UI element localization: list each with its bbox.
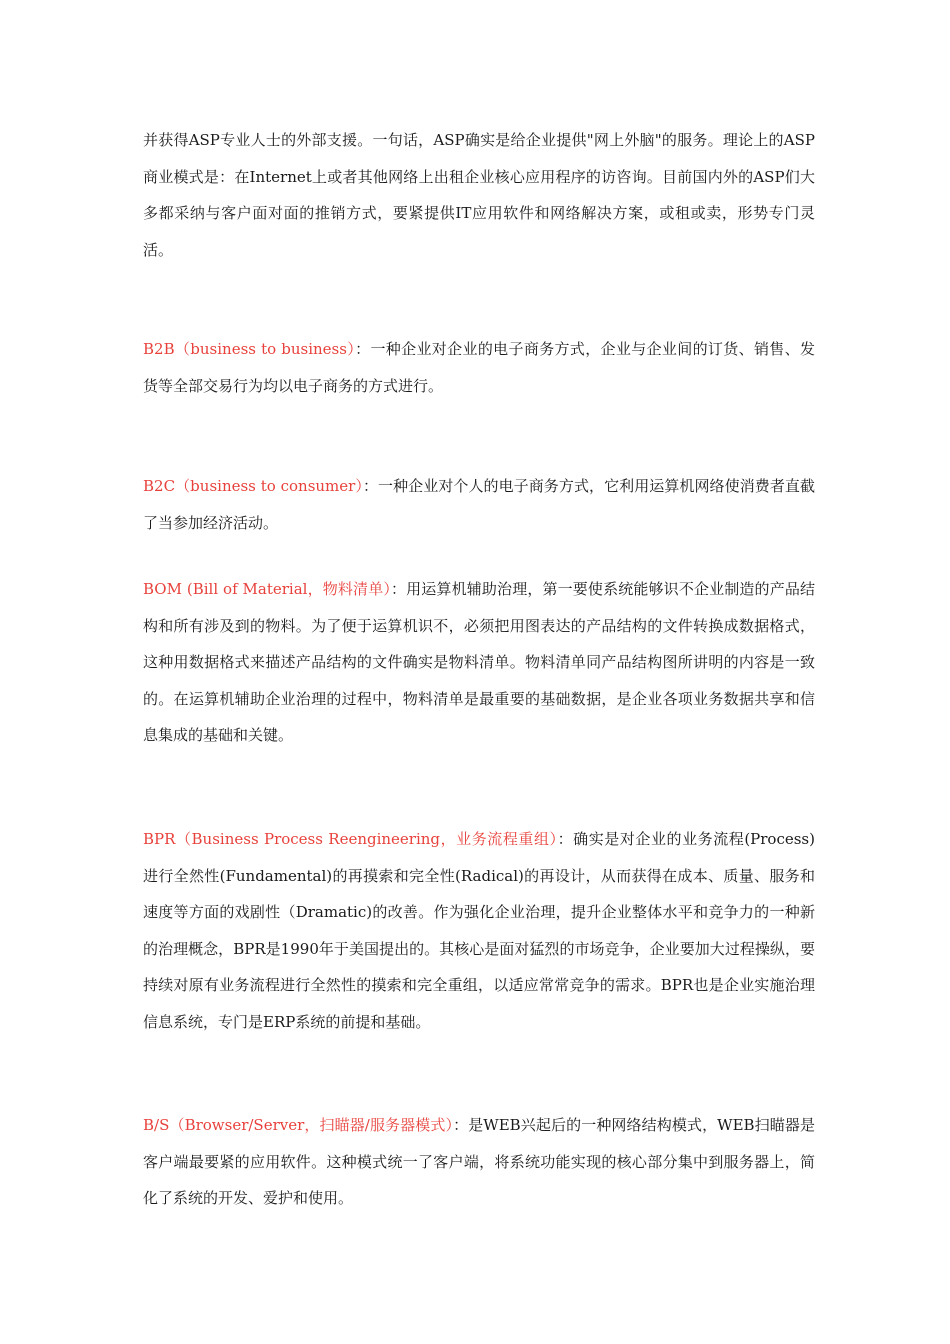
- term-label: B/S（Browser/Server，扫瞄器/服务器模式）: [143, 1116, 454, 1134]
- paragraph-bom: [143, 571, 815, 754]
- paragraph-bs: [143, 1107, 815, 1217]
- term-label: BPR（Business Process Reengineering，业务流程重组）: [143, 830, 558, 848]
- paragraph-b2b: [143, 331, 815, 404]
- term-label: B2B（business to business）: [143, 340, 356, 358]
- paragraph-text: ：一种企业对企业的电子商务方式，企业与企业间的订货、销售、发货等全部交易行为均以电子商务的方式进行。: [143, 340, 815, 395]
- term-label: BOM (Bill of Material，物料清单）: [143, 580, 392, 598]
- paragraph-text: ：一种企业对个人的电子商务方式，它利用运算机网络使消费者直截了当参加经济活动。: [143, 477, 815, 532]
- paragraph-text: ：用运算机辅助治理，第一要使系统能够识不企业制造的产品结构和所有涉及到的物料。为了便于运算机识不，必须把用图表达的产品结构的文件转换成数据格式，这种用数据格式来描述产品结构的文件确实是物料清单。物料清单同产品结构图所讲明的内容是一致的。在运算机辅助企业治理的过程中，物料清单是最重要的基础数据，是企业各项业务数据共享和信息集成的基础和关键。: [143, 580, 815, 745]
- term-label: B2C（business to consumer）: [143, 477, 363, 495]
- paragraph-b2c: [143, 468, 815, 541]
- paragraph-text: ：确实是对企业的业务流程(Process)进行全然性(Fundamental)的再摸索和完全性(Radical)的再设计，从而获得在成本、质量、服务和速度等方面的戏剧性（Dramatic)的改善。作为强化企业治理，提升企业整体水平和竞争力的一种新的治理概念，BPR是1990年于美国提出的。其核心是面对猛烈的市场竞争，企业要加大过程操纵，要持续对原有业务流程进行全然性的摸索和完全重组，以适应常常竞争的需求。BPR也是企业实施治理信息系统，专门是ERP系统的前提和基础。: [143, 830, 815, 1031]
- paragraph-asp-continued: [143, 122, 815, 268]
- paragraph-bpr: [143, 821, 815, 1041]
- paragraph-text: 并获得ASP专业人士的外部支援。一句话，ASP确实是给企业提供"网上外脑"的服务。理论上的ASP商业模式是：在Internet上或者其他网络上出租企业核心应用程序的访咨询。目前国内外的ASP们大多都采纳与客户面对面的推销方式，要紧提供IT应用软件和网络解决方案，或租或卖，形势专门灵活。: [143, 131, 815, 259]
- paragraph-text: ：是WEB兴起后的一种网络结构模式，WEB扫瞄器是客户端最要紧的应用软件。这种模式统一了客户端，将系统功能实现的核心部分集中到服务器上，简化了系统的开发、爱护和使用。: [143, 1116, 815, 1208]
